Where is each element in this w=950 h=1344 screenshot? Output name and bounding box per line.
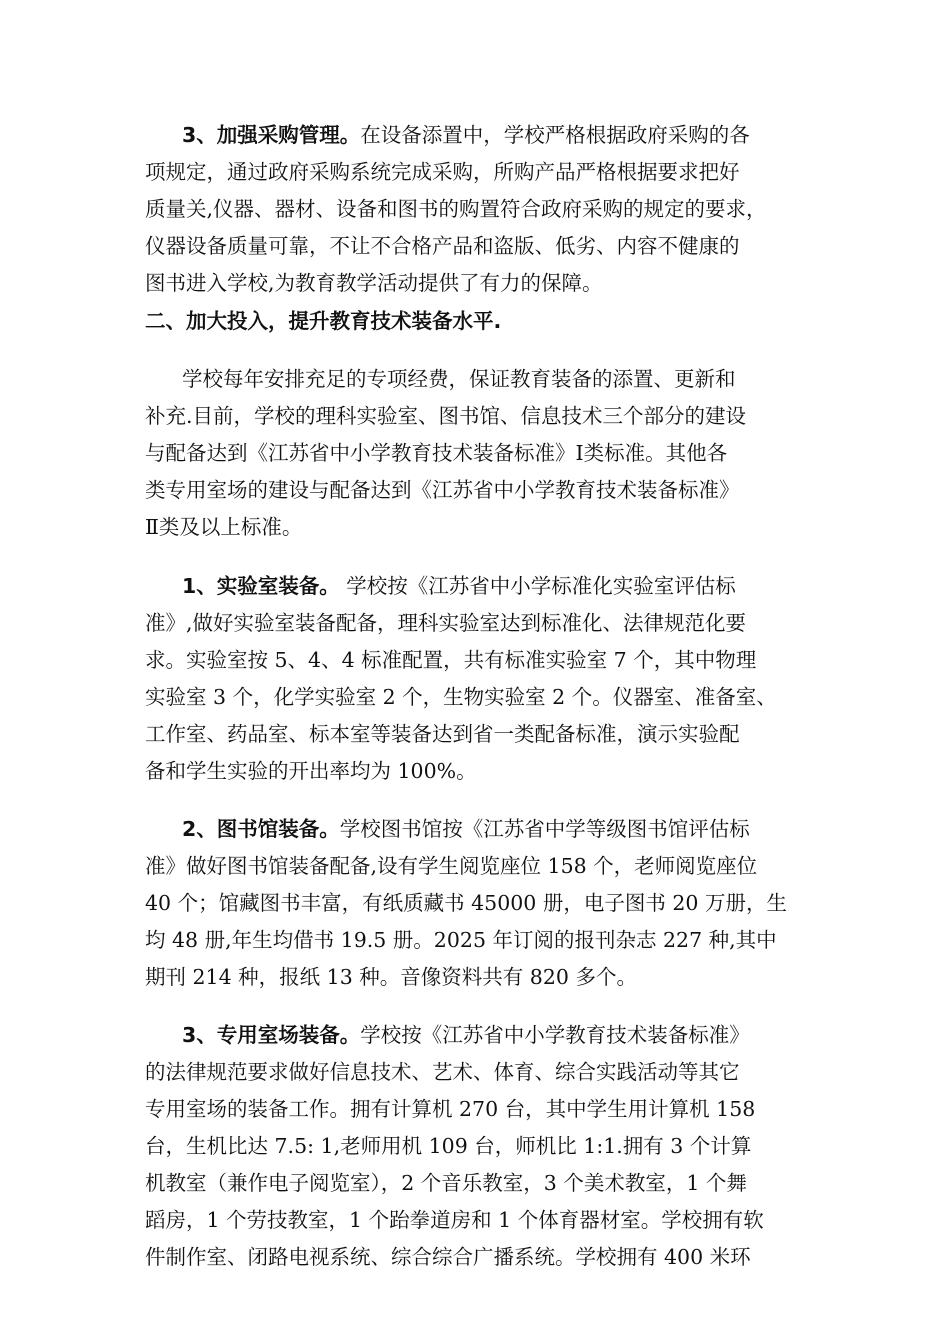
library-line-1: [182, 814, 750, 844]
purchase-line-1: [182, 120, 750, 150]
lab-line-4: 实验室 3 个，化学实验室 2 个，生物实验室 2 个。仪器室、准备室、: [145, 685, 777, 709]
library-text: 学校图书馆按《江苏省中学等级图书馆评估标: [339, 817, 750, 841]
purchase-text: 在设备添置中，学校严格根据政府采购的各: [360, 123, 750, 147]
lab-line-5: 工作室、药品室、标本室等装备达到省一类配备标准，演示实验配: [145, 722, 740, 746]
lab-line-3: 求。实验室按 5、4、4 标准配置，共有标准实验室 7 个，其中物理: [145, 648, 757, 672]
intro-line-5: Ⅱ类及以上标准。: [145, 515, 303, 539]
section-heading-two: 二、加大投入，提升教育技术装备水平.: [145, 309, 502, 333]
rooms-line-3: 专用室场的装备工作。拥有计算机 270 台，其中学生用计算机 158: [145, 1097, 756, 1121]
rooms-line-7: 件制作室、闭路电视系统、综合综合广播系统。学校拥有 400 米环: [145, 1245, 751, 1269]
rooms-line-6: 蹈房，1 个劳技教室，1 个跆拳道房和 1 个体育器材室。学校拥有软: [145, 1208, 764, 1232]
lab-line-2: 准》,做好实验室装备配备，理科实验室达到标准化、法律规范化要: [145, 611, 747, 635]
library-line-5: 期刊 214 种，报纸 13 种。音像资料共有 820 多个。: [145, 965, 637, 989]
library-line-2: 准》做好图书馆装备配备,设有学生阅览座位 158 个，老师阅览座位: [145, 854, 758, 878]
purchase-title: 3、加强采购管理。: [182, 123, 361, 147]
rooms-line-5: 机教室（兼作电子阅览室），2 个音乐教室，3 个美术教室，1 个舞: [145, 1171, 747, 1195]
lab-line-6: 备和学生实验的开出率均为 100%。: [145, 759, 477, 783]
library-line-4: 均 48 册,年生均借书 19.5 册。2025 年订阅的报刊杂志 227 种,其中: [145, 928, 777, 952]
purchase-line-3: 质量关,仪器、器材、设备和图书的购置符合政府采购的规定的要求，: [145, 197, 767, 221]
intro-line-4: 类专用室场的建设与配备达到《江苏省中小学教育技术装备标准》: [145, 478, 740, 502]
intro-line-1: 学校每年安排充足的专项经费，保证教育装备的添置、更新和: [182, 367, 736, 391]
rooms-line-1: [182, 1020, 750, 1050]
lab-text: 学校按《江苏省中小学标准化实验室评估标: [339, 574, 736, 598]
intro-line-3: 与配备达到《江苏省中小学教育技术装备标准》Ⅰ类标准。其他各: [145, 441, 728, 465]
library-line-3: 40 个；馆藏图书丰富，有纸质藏书 45000 册，电子图书 20 万册，生: [145, 891, 787, 915]
library-title: 2、图书馆装备。: [182, 817, 340, 841]
rooms-line-2: 的法律规范要求做好信息技术、艺术、体育、综合实践活动等其它: [145, 1060, 740, 1084]
rooms-line-4: 台，生机比达 7.5: 1,老师用机 109 台，师机比 1:1.拥有 3 个计算: [145, 1134, 752, 1158]
lab-line-1: [182, 571, 736, 601]
intro-line-2: 补充.目前，学校的理科实验室、图书馆、信息技术三个部分的建设: [145, 404, 747, 428]
purchase-line-4: 仪器设备质量可靠，不让不合格产品和盗版、低劣、内容不健康的: [145, 234, 740, 258]
purchase-line-5: 图书进入学校,为教育教学活动提供了有力的保障。: [145, 271, 603, 295]
rooms-text: 学校按《江苏省中小学教育技术装备标准》: [360, 1023, 750, 1047]
rooms-title: 3、专用室场装备。: [182, 1023, 361, 1047]
purchase-line-2: 项规定，通过政府采购系统完成采购，所购产品严格根据要求把好: [145, 160, 740, 184]
lab-title: 1、实验室装备。: [182, 574, 340, 598]
